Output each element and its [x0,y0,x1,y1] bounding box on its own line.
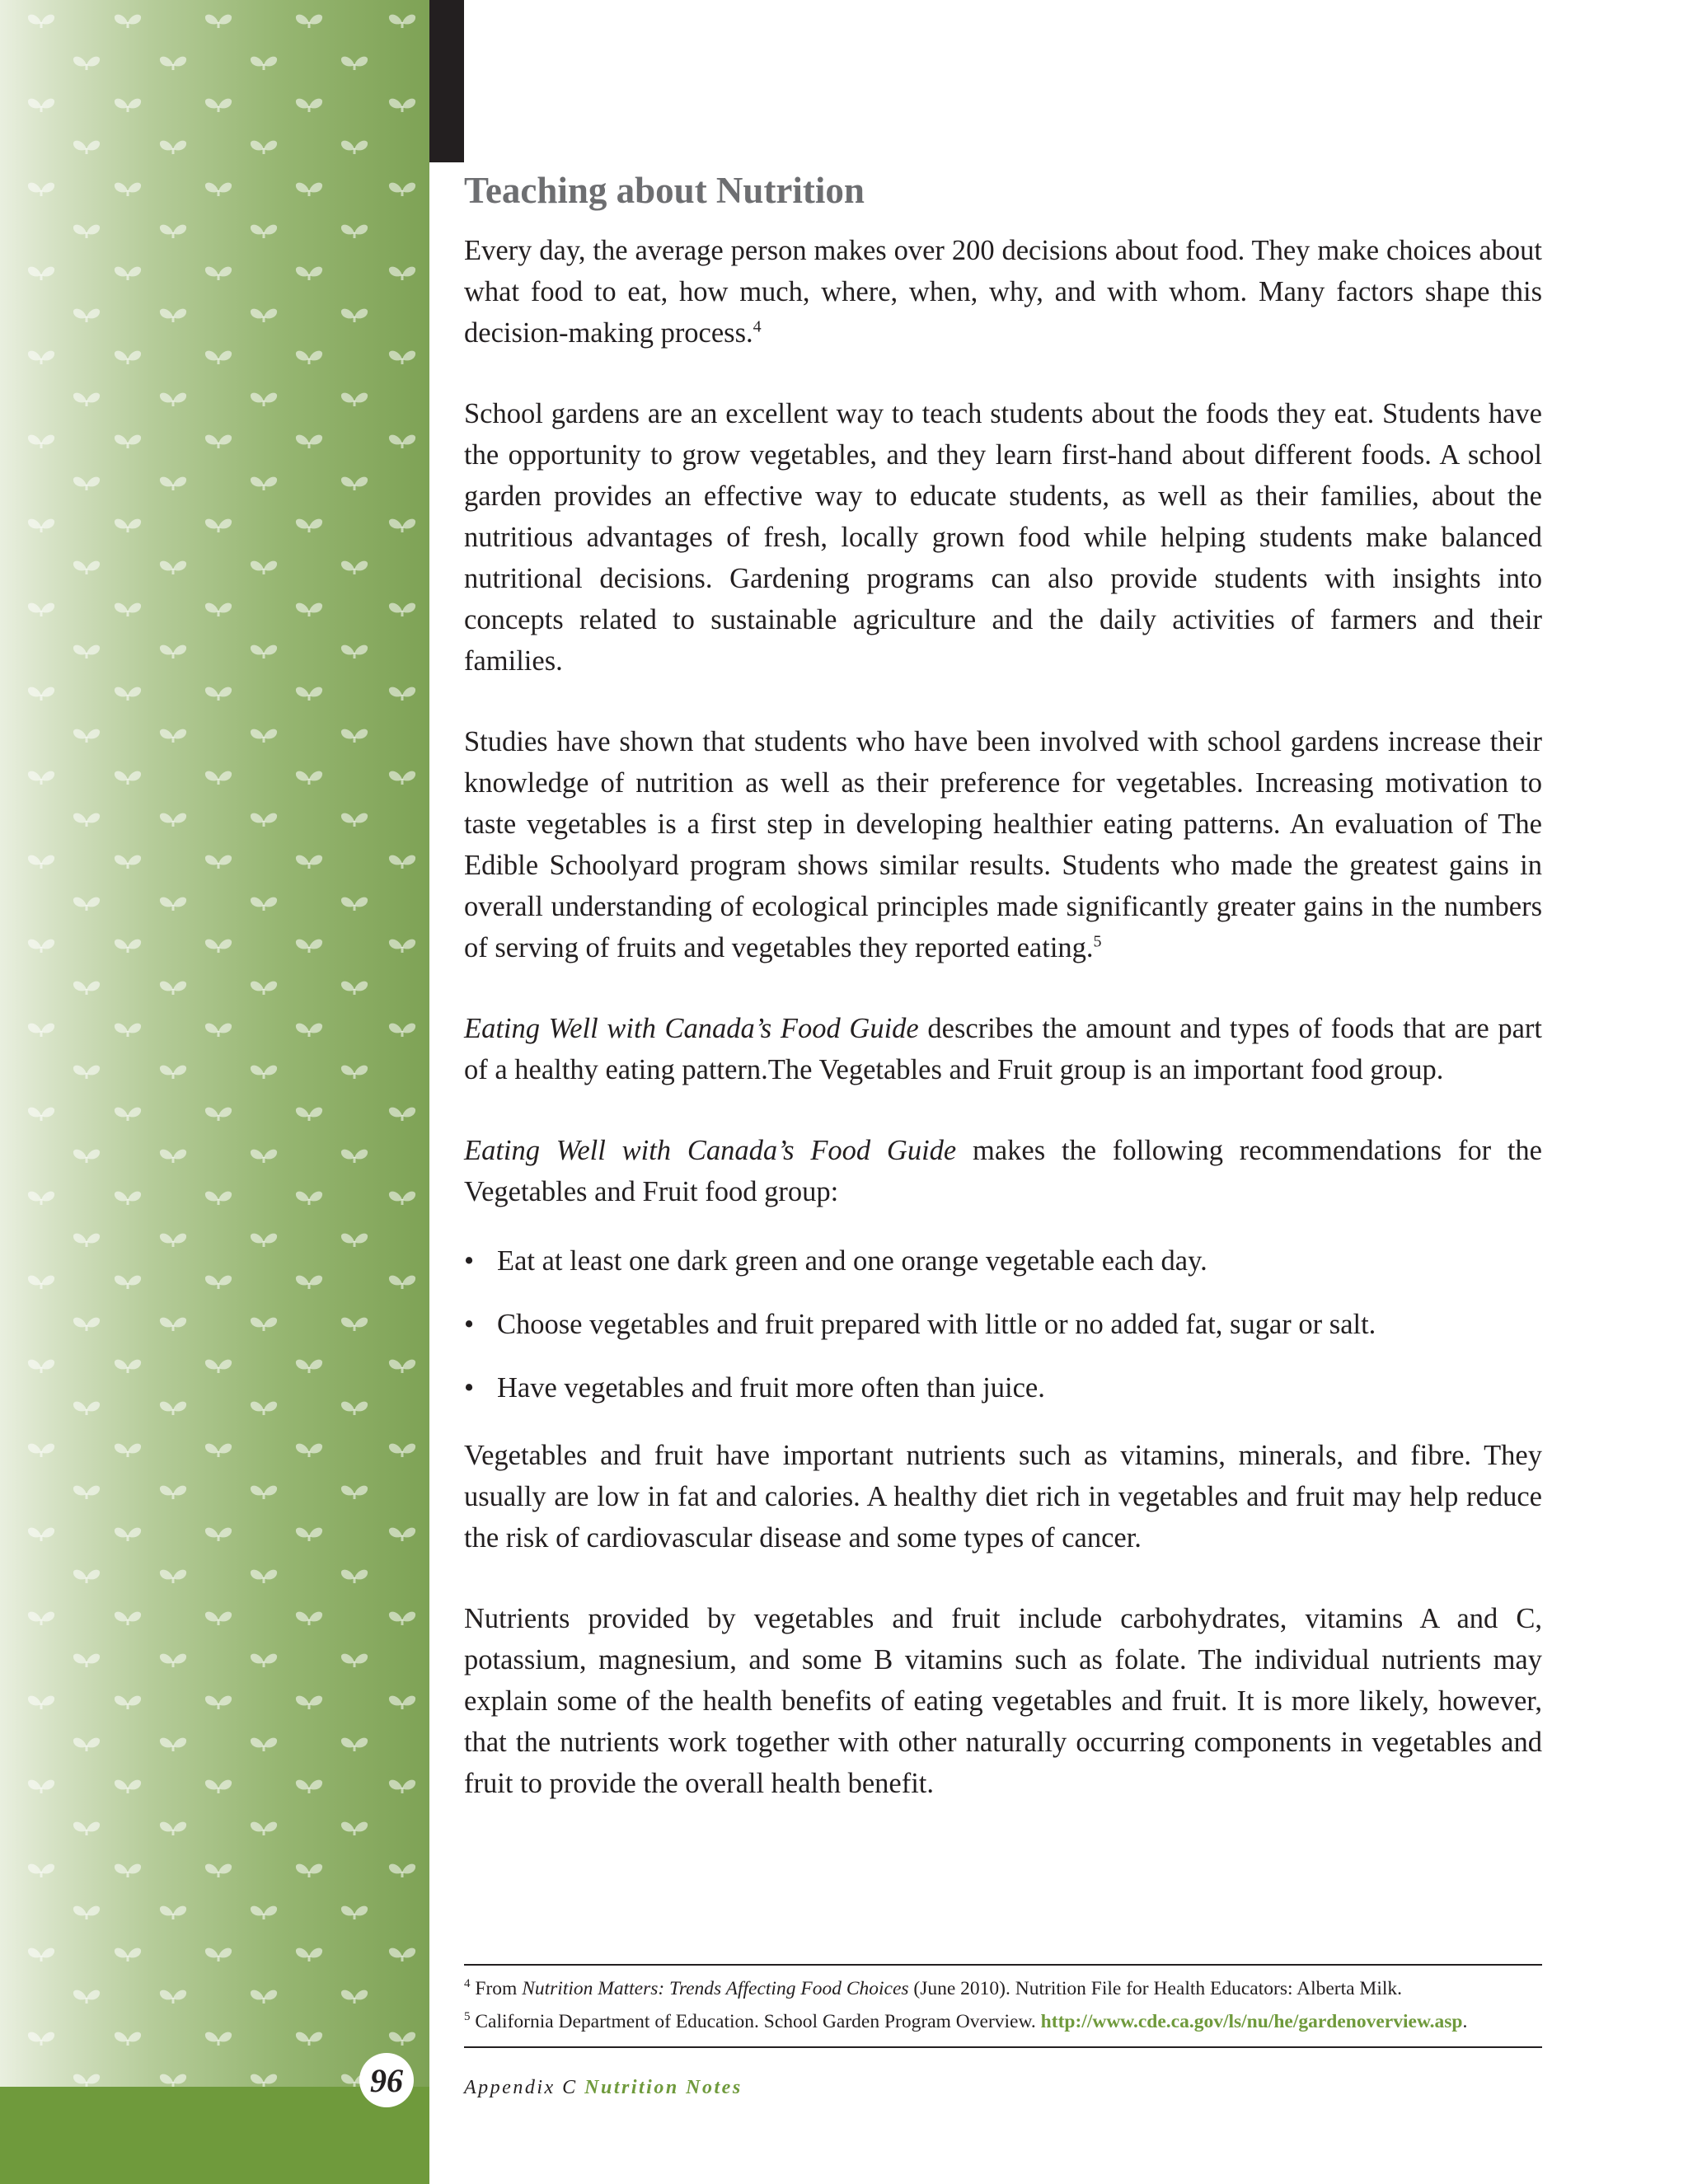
leaf-sprout-icon [296,1696,322,1709]
leaf-sprout-icon [296,1444,322,1457]
leaf-sprout-icon [205,1528,232,1541]
leaf-sprout-icon [205,519,232,532]
leaf-sprout-icon [251,813,277,827]
leaf-sprout-icon [28,519,54,532]
leaf-sprout-icon [115,183,141,196]
footnote-text: (June 2010). Nutrition File for Health Educators: Alberta Milk. [908,1978,1403,1999]
leaf-sprout-icon [205,2032,232,2046]
leaf-sprout-icon [160,309,186,322]
leaf-sprout-icon [251,2074,277,2087]
leaf-sprout-icon [73,309,100,322]
page-number: 96 [359,2053,414,2107]
leaf-sprout-icon [341,813,368,827]
leaf-sprout-icon [389,1108,415,1121]
leaf-sprout-icon [73,898,100,911]
leaf-sprout-icon [341,898,368,911]
leaf-sprout-icon [160,729,186,743]
leaf-sprout-icon [160,2074,186,2087]
leaf-sprout-icon [115,1360,141,1373]
footnote-top-rule [464,1964,1542,1966]
leaf-sprout-icon [341,1234,368,1247]
leaf-sprout-icon [389,603,415,616]
leaf-sprout-icon [251,1654,277,1667]
leaf-sprout-icon [251,1402,277,1415]
leaf-sprout-icon [389,1528,415,1541]
footnote-link[interactable]: http://www.cde.ca.gov/ls/nu/he/gardenoverview.asp [1040,2011,1463,2032]
leaf-sprout-icon [115,1444,141,1457]
leaf-sprout-icon [115,99,141,112]
leaf-sprout-icon [73,1486,100,1499]
leaf-sprout-icon [160,982,186,995]
leaf-sprout-icon [251,141,277,154]
leaf-sprout-icon [28,2032,54,2046]
leaf-sprout-icon [115,15,141,28]
leaf-sprout-icon [251,1486,277,1499]
leaf-pattern [0,0,429,2087]
leaf-sprout-icon [28,1948,54,1961]
leaf-sprout-icon [341,1738,368,1751]
leaf-sprout-icon [296,99,322,112]
leaf-sprout-icon [251,57,277,70]
leaf-sprout-icon [389,2032,415,2046]
leaf-sprout-icon [160,477,186,490]
paragraph-2: School gardens are an excellent way to teach students about the foods they eat. Students have the opportunity to grow vegetables, and they learn first-hand about different foods. A school garden provides an effective way to educate students, as well as their families, about the nutritious advantages of fresh, locally grown food while helping students make balanced nutritional decisions. Gardening programs can also provide students with insights into concepts related to sustainable agriculture and the daily activities of farmers and their families. [464,398,1542,677]
leaf-sprout-icon [341,1822,368,1835]
leaf-sprout-icon [341,729,368,743]
leaf-sprout-icon [115,1276,141,1289]
leaf-sprout-icon [160,1486,186,1499]
leaf-sprout-icon [251,1318,277,1331]
leaf-sprout-icon [341,141,368,154]
footnote-text: From [470,1978,523,1999]
leaf-sprout-icon [341,1318,368,1331]
page-title: Teaching about Nutrition [464,170,865,211]
leaf-sprout-icon [73,225,100,238]
leaf-sprout-icon [389,15,415,28]
leaf-sprout-icon [389,855,415,869]
leaf-sprout-icon [251,645,277,658]
leaf-sprout-icon [160,1402,186,1415]
leaf-sprout-icon [160,1822,186,1835]
leaf-sprout-icon [28,99,54,112]
leaf-sprout-icon [28,183,54,196]
paragraph-5 [464,1130,1542,1212]
article [464,169,1542,1844]
leaf-sprout-icon [115,435,141,448]
leaf-sprout-icon [389,940,415,953]
leaf-sprout-icon [341,393,368,406]
leaf-sprout-icon [115,1612,141,1625]
leaf-sprout-icon [389,771,415,785]
footnote-number: 4 [464,1977,471,1991]
leaf-sprout-icon [205,1612,232,1625]
leaf-sprout-icon [389,1948,415,1961]
leaf-sprout-icon [341,309,368,322]
leaf-sprout-icon [73,1318,100,1331]
leaf-sprout-icon [341,57,368,70]
leaf-sprout-icon [160,561,186,574]
leaf-sprout-icon [115,603,141,616]
leaf-sprout-icon [389,1276,415,1289]
bullet-dot-icon: • [464,1372,475,1404]
leaf-sprout-icon [28,855,54,869]
leaf-sprout-icon [160,393,186,406]
leaf-sprout-icon [205,1948,232,1961]
leaf-sprout-icon [205,1696,232,1709]
leaf-sprout-icon [115,771,141,785]
leaf-sprout-icon [28,1696,54,1709]
leaf-sprout-icon [73,645,100,658]
leaf-sprout-icon [28,1528,54,1541]
food-guide-title: Eating Well with Canada’s Food Guide [464,1013,919,1044]
paragraph-3 [464,721,1542,968]
leaf-sprout-icon [296,1612,322,1625]
paragraph-4-text: describes the amount and types of foods that are part of a healthy eating pattern.The Vegetables and Fruit group is an important food group. [464,1013,1542,1085]
leaf-sprout-icon [160,57,186,70]
leaf-sprout-icon [28,1864,54,1877]
leaf-sprout-icon [296,687,322,701]
leaf-sprout-icon [389,1780,415,1793]
leaf-sprout-icon [341,1570,368,1583]
paragraph-1 [464,230,1542,354]
leaf-sprout-icon [205,771,232,785]
leaf-sprout-icon [251,225,277,238]
food-guide-title: Eating Well with Canada’s Food Guide [464,1135,957,1166]
leaf-sprout-icon [115,1864,141,1877]
leaf-sprout-icon [251,561,277,574]
leaf-sprout-icon [115,855,141,869]
leaf-sprout-icon [251,393,277,406]
leaf-sprout-icon [28,1192,54,1205]
decorative-sidebar [0,0,429,2087]
bullet-dot-icon: • [464,1309,475,1340]
leaf-sprout-icon [73,1822,100,1835]
leaf-sprout-icon [73,1234,100,1247]
leaf-sprout-icon [115,1780,141,1793]
leaf-sprout-icon [251,1570,277,1583]
paragraph-1-text: Every day, the average person makes over 200 decisions about food. They make choices about what food to eat, how much, where, when, why, and with whom. Many factors shape this decision-making process. [464,235,1542,349]
leaf-sprout-icon [73,57,100,70]
leaf-sprout-icon [341,1066,368,1079]
leaf-sprout-icon [251,1234,277,1247]
list-item-text: Have vegetables and fruit more often than juice. [497,1372,1045,1404]
leaf-sprout-icon [341,645,368,658]
leaf-sprout-icon [115,1024,141,1037]
footnote-ref-5[interactable]: 5 [1093,932,1102,951]
leaf-sprout-icon [160,813,186,827]
leaf-sprout-icon [389,1864,415,1877]
leaf-sprout-icon [205,1024,232,1037]
leaf-sprout-icon [341,1906,368,1919]
leaf-sprout-icon [73,2074,100,2087]
leaf-sprout-icon [205,183,232,196]
leaf-sprout-icon [341,982,368,995]
leaf-sprout-icon [205,1192,232,1205]
footnote-ref-4[interactable]: 4 [753,317,762,336]
list-item-text: Choose vegetables and fruit prepared with little or no added fat, sugar or salt. [497,1309,1376,1340]
leaf-sprout-icon [28,1444,54,1457]
leaf-sprout-icon [251,1906,277,1919]
leaf-sprout-icon [115,519,141,532]
leaf-sprout-icon [251,1150,277,1163]
leaf-sprout-icon [160,1906,186,1919]
leaf-sprout-icon [296,771,322,785]
footnote-bottom-rule [464,2046,1542,2048]
leaf-sprout-icon [296,855,322,869]
footer-title: Nutrition Notes [584,2077,743,2098]
leaf-sprout-icon [341,1990,368,2004]
list-item [464,1304,1542,1345]
running-footer [464,2077,743,2099]
leaf-sprout-icon [160,1738,186,1751]
leaf-sprout-icon [389,99,415,112]
leaf-sprout-icon [341,1402,368,1415]
leaf-sprout-icon [251,729,277,743]
leaf-sprout-icon [160,645,186,658]
leaf-sprout-icon [205,603,232,616]
leaf-sprout-icon [28,1108,54,1121]
leaf-sprout-icon [28,1780,54,1793]
leaf-sprout-icon [205,1444,232,1457]
leaf-sprout-icon [296,2032,322,2046]
leaf-sprout-icon [205,940,232,953]
leaf-sprout-icon [115,940,141,953]
leaf-sprout-icon [296,940,322,953]
leaf-sprout-icon [115,267,141,280]
leaf-sprout-icon [251,898,277,911]
paragraph-3-text: Studies have shown that students who have been involved with school gardens increase their knowledge of nutrition as well as their preference for vegetables. Increasing motivation to taste vegetables is a first step in developing healthier eating patterns. An evaluation of The Edible Schoolyard program shows similar results. Students who made the greatest gains in overall understanding of ecological principles made significantly greater gains in the numbers of serving of fruits and vegetables they reported eating. [464,726,1542,963]
leaf-sprout-icon [28,1612,54,1625]
leaf-sprout-icon [73,813,100,827]
leaf-sprout-icon [73,561,100,574]
leaf-sprout-icon [73,1570,100,1583]
leaf-sprout-icon [205,1864,232,1877]
leaf-sprout-icon [341,561,368,574]
leaf-sprout-icon [28,771,54,785]
leaf-sprout-icon [115,1192,141,1205]
leaf-sprout-icon [296,1780,322,1793]
paragraph-6: Vegetables and fruit have important nutrients such as vitamins, minerals, and fibre. They usually are low in fat and calories. A healthy diet rich in vegetables and fruit may help reduce the risk of cardiovascular disease and some types of cancer. [464,1440,1542,1554]
leaf-sprout-icon [296,435,322,448]
leaf-sprout-icon [73,1990,100,2004]
leaf-sprout-icon [160,1990,186,2004]
leaf-sprout-icon [28,267,54,280]
footnote-text: . [1462,2011,1468,2032]
leaf-sprout-icon [205,1276,232,1289]
leaf-sprout-icon [73,141,100,154]
leaf-sprout-icon [73,1402,100,1415]
leaf-sprout-icon [251,309,277,322]
leaf-sprout-icon [115,1948,141,1961]
leaf-sprout-icon [73,729,100,743]
leaf-sprout-icon [296,1528,322,1541]
leaf-sprout-icon [205,15,232,28]
leaf-sprout-icon [389,267,415,280]
footnote-text: California Department of Education. School Garden Program Overview. [470,2011,1041,2032]
leaf-sprout-icon [28,435,54,448]
leaf-sprout-icon [251,1738,277,1751]
leaf-sprout-icon [389,183,415,196]
leaf-sprout-icon [251,1066,277,1079]
leaf-sprout-icon [296,1108,322,1121]
black-tab [429,0,464,162]
footnote-number: 5 [464,2010,471,2024]
bottom-band [0,2087,429,2184]
paragraph-5-text: makes the following recommendations for the Vegetables and Fruit food group: [464,1135,1542,1207]
leaf-sprout-icon [28,687,54,701]
leaf-sprout-icon [160,898,186,911]
leaf-sprout-icon [115,1696,141,1709]
leaf-sprout-icon [341,1150,368,1163]
bullet-dot-icon: • [464,1245,475,1277]
leaf-sprout-icon [205,351,232,364]
leaf-sprout-icon [341,225,368,238]
leaf-sprout-icon [73,1066,100,1079]
paragraph-4 [464,1008,1542,1090]
leaf-sprout-icon [251,982,277,995]
leaf-sprout-icon [115,687,141,701]
list-item [464,1240,1542,1282]
leaf-sprout-icon [115,1108,141,1121]
leaf-sprout-icon [115,2032,141,2046]
leaf-sprout-icon [115,1528,141,1541]
leaf-sprout-icon [389,519,415,532]
leaf-sprout-icon [205,267,232,280]
leaf-sprout-icon [296,1192,322,1205]
footnotes [464,1972,1618,2038]
leaf-sprout-icon [296,1024,322,1037]
leaf-sprout-icon [73,1654,100,1667]
leaf-sprout-icon [389,1444,415,1457]
paragraph-7: Nutrients provided by vegetables and fruit include carbohydrates, vitamins A and C, potassium, magnesium, and some B vitamins such as folate. The individual nutrients may explain some of the health benefits of eating vegetables and fruit. It is more likely, however, that the nutrients work together with other naturally occurring components in vegetables and fruit to provide the overall health benefit. [464,1603,1542,1799]
leaf-sprout-icon [251,1990,277,2004]
leaf-sprout-icon [160,1570,186,1583]
leaf-sprout-icon [28,15,54,28]
leaf-sprout-icon [205,435,232,448]
leaf-sprout-icon [73,1150,100,1163]
leaf-sprout-icon [73,393,100,406]
footnote-source-title: Nutrition Matters: Trends Affecting Food Choices [522,1978,909,1999]
leaf-sprout-icon [73,1738,100,1751]
leaf-sprout-icon [296,603,322,616]
leaf-sprout-icon [296,1864,322,1877]
leaf-sprout-icon [389,1360,415,1373]
leaf-sprout-icon [296,1360,322,1373]
leaf-sprout-icon [205,1360,232,1373]
leaf-sprout-icon [28,1360,54,1373]
leaf-sprout-icon [389,351,415,364]
leaf-sprout-icon [205,1108,232,1121]
leaf-sprout-icon [160,225,186,238]
leaf-sprout-icon [205,687,232,701]
leaf-sprout-icon [296,351,322,364]
list-item-text: Eat at least one dark green and one orange vegetable each day. [497,1245,1207,1277]
leaf-sprout-icon [389,435,415,448]
leaf-sprout-icon [341,1486,368,1499]
leaf-sprout-icon [389,1024,415,1037]
leaf-sprout-icon [73,1906,100,1919]
leaf-sprout-icon [28,603,54,616]
leaf-sprout-icon [389,1612,415,1625]
leaf-sprout-icon [389,1192,415,1205]
leaf-sprout-icon [296,519,322,532]
leaf-sprout-icon [160,1318,186,1331]
recommendation-list [464,1240,1542,1408]
leaf-sprout-icon [28,940,54,953]
leaf-sprout-icon [251,477,277,490]
leaf-sprout-icon [160,1234,186,1247]
leaf-sprout-icon [28,1024,54,1037]
leaf-sprout-icon [73,477,100,490]
leaf-sprout-icon [251,1822,277,1835]
leaf-sprout-icon [341,1654,368,1667]
leaf-sprout-icon [160,1654,186,1667]
leaf-sprout-icon [28,1276,54,1289]
footnote-4 [464,1972,1618,2005]
leaf-sprout-icon [160,1150,186,1163]
leaf-sprout-icon [28,351,54,364]
list-item [464,1367,1542,1408]
leaf-sprout-icon [296,1276,322,1289]
footnote-5 [464,2005,1618,2038]
footer-prefix: Appendix C [464,2077,578,2098]
leaf-sprout-icon [160,1066,186,1079]
leaf-sprout-icon [296,15,322,28]
leaf-sprout-icon [341,477,368,490]
leaf-sprout-icon [389,1696,415,1709]
leaf-sprout-icon [73,982,100,995]
leaf-sprout-icon [296,267,322,280]
leaf-sprout-icon [160,141,186,154]
leaf-sprout-icon [389,687,415,701]
leaf-sprout-icon [115,351,141,364]
leaf-sprout-icon [205,1780,232,1793]
leaf-sprout-icon [205,855,232,869]
leaf-sprout-icon [296,183,322,196]
leaf-sprout-icon [296,1948,322,1961]
leaf-sprout-icon [205,99,232,112]
